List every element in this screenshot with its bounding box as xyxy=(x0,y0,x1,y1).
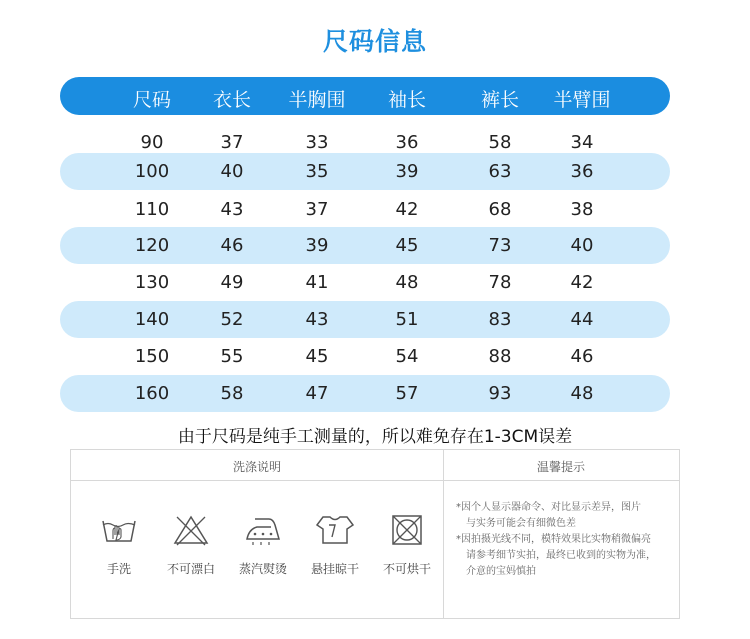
care-label: 手洗 xyxy=(106,562,132,576)
tips-text xyxy=(456,500,676,580)
column-header: 半臂围 xyxy=(553,89,611,111)
table-cell: 58 xyxy=(488,132,512,153)
column-header: 尺码 xyxy=(132,89,172,111)
table-cell: 63 xyxy=(488,161,512,182)
table-cell: 37 xyxy=(220,132,244,153)
table-cell: 78 xyxy=(488,272,512,293)
table-cell: 120 xyxy=(134,235,170,256)
table-cell: 160 xyxy=(134,383,170,404)
panel-divider-vertical xyxy=(443,450,444,618)
table-cell: 55 xyxy=(220,346,244,367)
table-cell: 54 xyxy=(395,346,419,367)
table-cell: 36 xyxy=(395,132,419,153)
table-cell: 68 xyxy=(488,199,512,220)
table-cell: 51 xyxy=(395,309,419,330)
hand-wash-icon xyxy=(99,513,139,547)
table-cell: 34 xyxy=(570,132,594,153)
hang-dry-icon xyxy=(315,513,355,547)
table-cell: 43 xyxy=(305,309,329,330)
table-cell: 37 xyxy=(305,199,329,220)
table-cell: 40 xyxy=(220,161,244,182)
no-tumble-dry-icon xyxy=(387,513,427,547)
table-cell: 110 xyxy=(134,199,170,220)
table-cell: 73 xyxy=(488,235,512,256)
table-cell: 45 xyxy=(395,235,419,256)
table-cell: 90 xyxy=(140,132,164,153)
table-cell: 48 xyxy=(570,383,594,404)
table-cell: 42 xyxy=(395,199,419,220)
page-title: 尺码信息 xyxy=(322,27,427,56)
table-cell: 48 xyxy=(395,272,419,293)
table-cell: 44 xyxy=(570,309,594,330)
column-header: 衣长 xyxy=(212,89,252,111)
table-cell: 40 xyxy=(570,235,594,256)
tip-line: 介意的宝妈慎拍 xyxy=(466,566,536,577)
table-cell: 36 xyxy=(570,161,594,182)
table-cell: 46 xyxy=(220,235,244,256)
measurement-note: 由于尺码是纯手工测量的，所以难免存在1-3CM误差 xyxy=(177,427,573,447)
table-cell: 42 xyxy=(570,272,594,293)
table-cell: 45 xyxy=(305,346,329,367)
table-cell: 88 xyxy=(488,346,512,367)
table-cell: 47 xyxy=(305,383,329,404)
table-cell: 39 xyxy=(395,161,419,182)
table-cell: 140 xyxy=(134,309,170,330)
care-label: 不可烘干 xyxy=(382,562,432,576)
table-cell: 83 xyxy=(488,309,512,330)
table-cell: 39 xyxy=(305,235,329,256)
steam-iron-icon xyxy=(243,513,283,547)
column-header: 裤长 xyxy=(480,89,520,111)
no-bleach-icon xyxy=(171,513,211,547)
care-panel xyxy=(70,449,680,619)
care-label: 不可漂白 xyxy=(166,562,216,576)
table-cell: 43 xyxy=(220,199,244,220)
table-cell: 93 xyxy=(488,383,512,404)
table-cell: 49 xyxy=(220,272,244,293)
table-cell: 150 xyxy=(134,346,170,367)
tip-line: 与实务可能会有细微色差 xyxy=(466,518,576,529)
table-cell: 38 xyxy=(570,199,594,220)
column-header: 半胸围 xyxy=(288,89,346,111)
tip-line: 请参考细节实拍，最终已收到的实物为准， xyxy=(466,550,656,561)
table-cell: 58 xyxy=(220,383,244,404)
care-label: 悬挂晾干 xyxy=(310,562,360,576)
table-cell: 52 xyxy=(220,309,244,330)
table-cell: 130 xyxy=(134,272,170,293)
table-cell: 41 xyxy=(305,272,329,293)
table-cell: 33 xyxy=(305,132,329,153)
table-cell: 46 xyxy=(570,346,594,367)
table-cell: 35 xyxy=(305,161,329,182)
column-header: 袖长 xyxy=(387,89,427,111)
tip-line: *因个人显示器命令、对比显示差异，图片 xyxy=(456,502,641,513)
tips-heading: 温馨提示 xyxy=(536,460,586,474)
care-label: 蒸汽熨烫 xyxy=(238,562,288,576)
table-cell: 57 xyxy=(395,383,419,404)
care-heading: 洗涤说明 xyxy=(232,460,282,474)
tip-line: *因拍摄光线不同，模特效果比实物稍微偏亮 xyxy=(456,534,651,545)
table-cell: 100 xyxy=(134,161,170,182)
panel-divider-horizontal xyxy=(71,480,679,481)
